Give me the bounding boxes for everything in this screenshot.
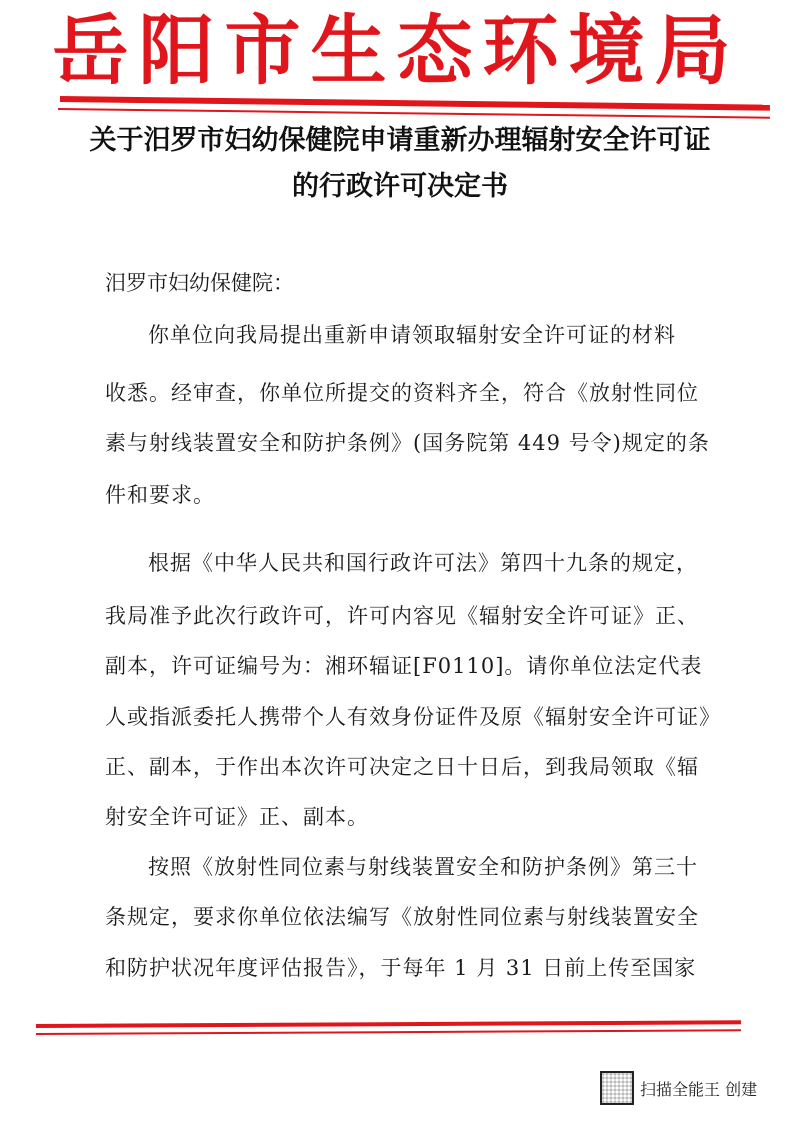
paragraph-2-line-5: 正、副本，于作出本次许可决定之日十日后，到我局领取《辐 — [105, 755, 699, 779]
paragraph-2-line-3: 副本，许可证编号为：湘环辐证[F0110]。请你单位法定代表 — [105, 654, 703, 678]
paragraph-3-line-1: 按照《放射性同位素与射线装置安全和防护条例》第三十 — [148, 855, 698, 879]
paragraph-1-line-4: 件和要求。 — [105, 483, 215, 507]
paragraph-3-line-3: 和防护状况年度评估报告》，于每年 1 月 31 日前上传至国家 — [105, 956, 697, 980]
document-title-line-2: 的行政许可决定书 — [292, 171, 508, 202]
paragraph-1-line-3: 素与射线装置安全和防护条例》(国务院第 449 号令)规定的条 — [105, 431, 710, 455]
footer-red-rule-thick — [36, 1020, 741, 1028]
paragraph-2-line-1: 根据《中华人民共和国行政许可法》第四十九条的规定， — [148, 551, 698, 575]
letterhead-agency-name: 岳阳市生态环境局 — [52, 6, 741, 95]
paragraph-1-line-1: 你单位向我局提出重新申请领取辐射安全许可证的材料 — [148, 323, 676, 347]
footer-red-rule-thin — [36, 1029, 741, 1035]
paragraph-2-line-6: 射安全许可证》正、副本。 — [105, 805, 369, 829]
paragraph-2-line-4: 人或指派委托人携带个人有效身份证件及原《辐射安全许可证》 — [105, 705, 721, 729]
qr-code-icon — [600, 1071, 634, 1105]
watermark-text: 扫描全能王 创建 — [640, 1079, 758, 1099]
paragraph-2-line-2: 我局准予此次行政许可，许可内容见《辐射安全许可证》正、 — [105, 604, 699, 628]
paragraph-1-line-2: 收悉。经审查，你单位所提交的资料齐全，符合《放射性同位 — [105, 381, 699, 405]
addressee: 汨罗市妇幼保健院： — [105, 271, 294, 295]
document-title-line-1: 关于汨罗市妇幼保健院申请重新办理辐射安全许可证 — [89, 125, 711, 156]
paragraph-3-line-2: 条规定，要求你单位依法编写《放射性同位素与射线装置安全 — [105, 905, 699, 929]
scanner-watermark — [600, 1071, 757, 1105]
letterhead-red-rule-thin — [58, 108, 770, 119]
